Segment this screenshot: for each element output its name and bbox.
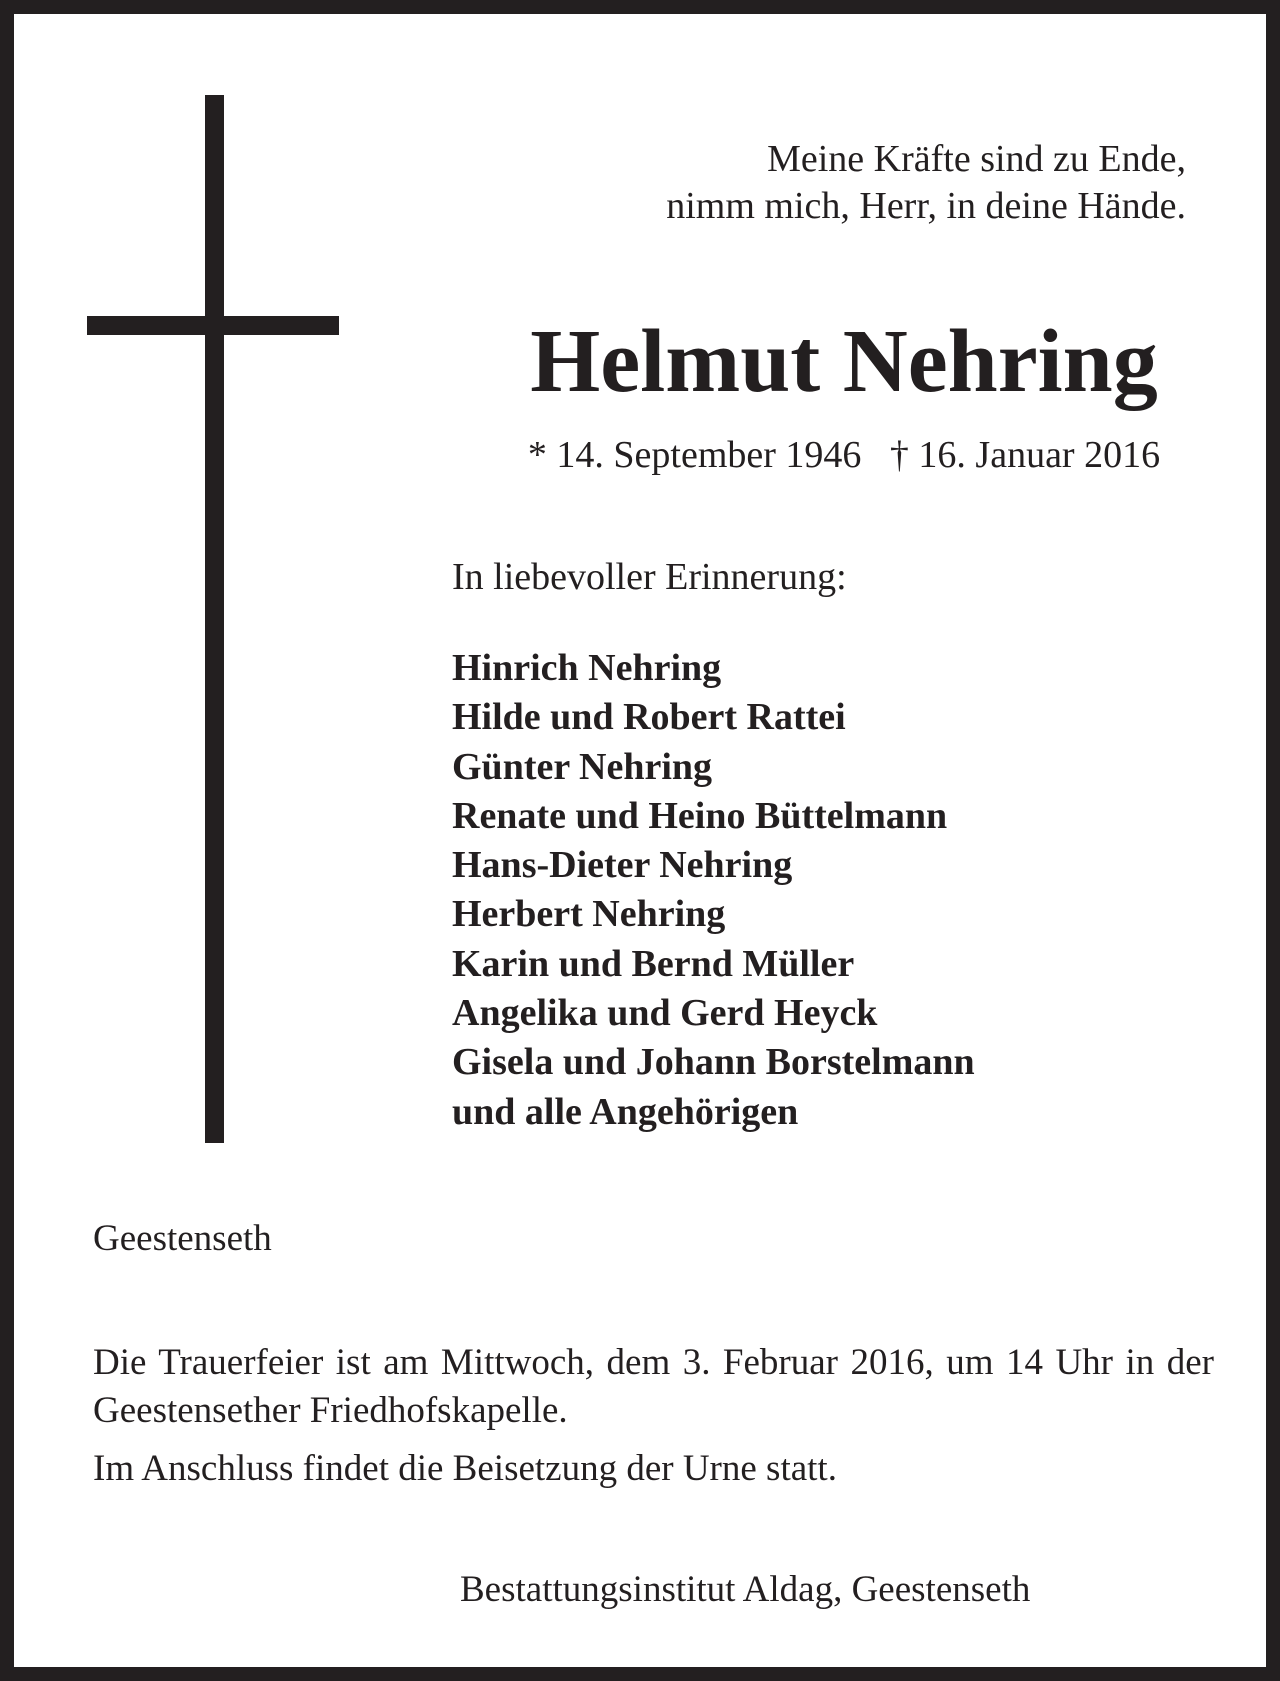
remembrance-intro: In liebevoller Erinnerung:	[452, 556, 847, 598]
mourner-item: Renate und Heino Büttelmann	[452, 794, 948, 837]
motto-line-1: Meine Kräfte sind zu Ende,	[767, 138, 1186, 180]
service-announcement: Die Trauerfeier ist am Mittwoch, dem 3. Februar 2016, um 14 Uhr in der Geestensether Friedhofskapelle.	[93, 1342, 1214, 1431]
mourner-item: Günter Nehring	[452, 745, 713, 788]
cross-icon	[205, 95, 224, 1143]
motto-line-2: nimm mich, Herr, in deine Hände.	[666, 185, 1186, 227]
mourner-item: Herbert Nehring	[452, 893, 726, 936]
mourner-item: Angelika und Gerd Heyck	[452, 992, 878, 1035]
funeral-home: Bestattungsinstitut Aldag, Geestenseth	[460, 1569, 1031, 1610]
burial-note: Im Anschluss findet die Beisetzung der Urne statt.	[93, 1448, 837, 1489]
cross-bar	[87, 316, 339, 335]
mourner-item: Karin und Bernd Müller	[452, 942, 855, 985]
life-dates: * 14. September 1946 † 16. Januar 2016	[527, 434, 1161, 476]
mourner-item: Gisela und Johann Borstelmann	[452, 1041, 975, 1084]
deceased-name: Helmut Nehring	[530, 312, 1158, 411]
place-name: Geestenseth	[93, 1218, 272, 1259]
mourner-item: und alle Angehörigen	[452, 1090, 799, 1133]
mourners-list	[452, 644, 975, 1137]
motto	[666, 136, 1186, 230]
mourner-item: Hans-Dieter Nehring	[452, 844, 793, 887]
mourner-item: Hilde und Robert Rattei	[452, 696, 846, 739]
mourner-item: Hinrich Nehring	[452, 647, 722, 689]
